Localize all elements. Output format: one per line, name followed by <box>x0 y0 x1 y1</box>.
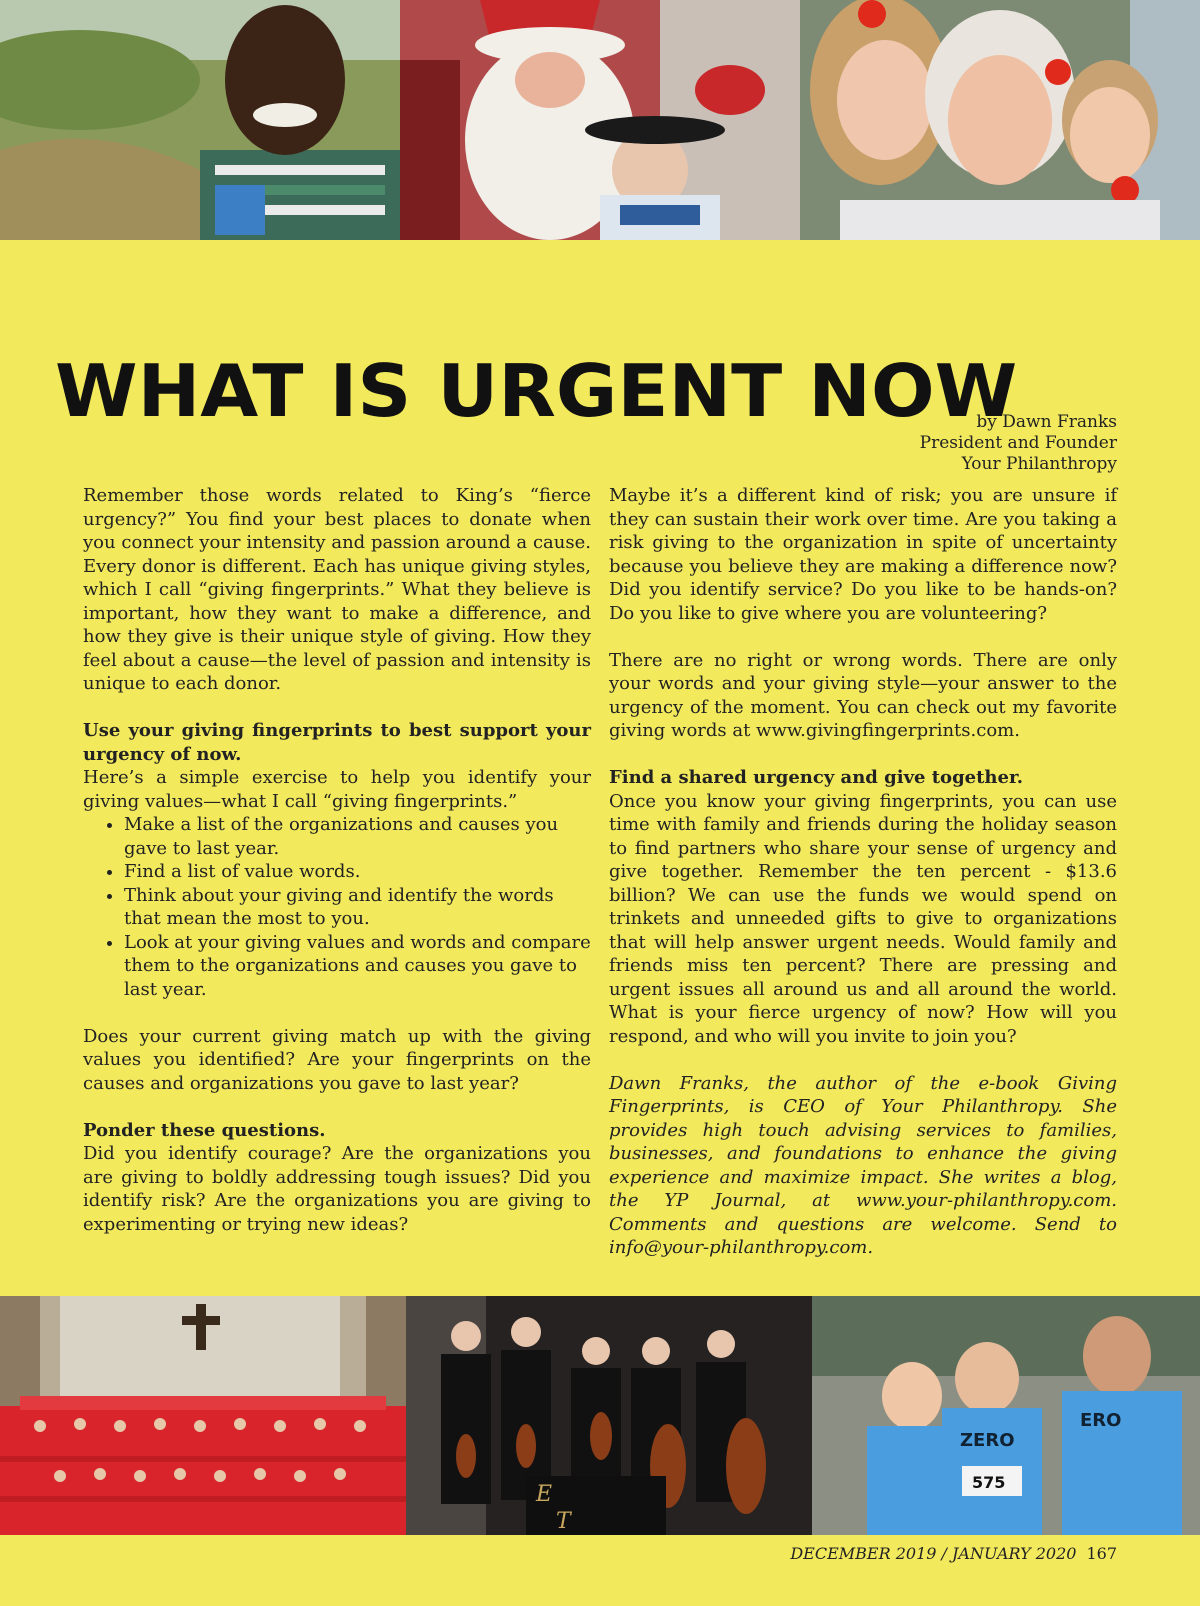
photo-charity-walk-runners <box>812 1296 1200 1535</box>
match-paragraph: Does your current giving match up with the giving values you identified? Are your fingerprints on the causes and organizations you gave to last year? <box>83 1025 591 1094</box>
page-footer <box>790 1544 1117 1563</box>
left-column <box>83 484 591 1260</box>
list-item: • Think about your giving and identify the words that mean the most to you. <box>124 884 591 931</box>
race-bib-number: 575 <box>972 1473 1006 1492</box>
section-heading-shared <box>609 766 1117 790</box>
page-number: 167 <box>1086 1544 1117 1563</box>
exercise-paragraph: Here’s a simple exercise to help you identify your giving values—what I call “giving fingerprints.” <box>83 767 591 812</box>
subheading: Use your giving fingerprints to best support your urgency of now. <box>83 720 591 765</box>
exercise-list <box>83 813 591 1001</box>
list-item: • Make a list of the organizations and causes you gave to last year. <box>124 813 591 860</box>
article-title: WHAT IS URGENT NOW <box>55 349 1018 433</box>
questions-paragraph: Did you identify courage? Are the organizations you are giving to boldly addressing tough issues? Did you identify risk? Are the organizations you are giving to experimenting or trying new ideas? <box>83 1143 591 1235</box>
photo-smiling-boy <box>0 0 400 240</box>
author-bio: Dawn Franks, the author of the e-book Giving Fingerprints, is CEO of Your Philanthropy. She provides high touch advising services to families, businesses, and foundations to enhance the giving experience and maximize impact. She writes a blog, the YP Journal, at www.your-philanthropy.com. Comments and questions are welcome. Send to info@your-philanthropy.com. <box>609 1072 1117 1258</box>
list-item: • Look at your giving values and words and compare them to the organizations and causes you gave to last year. <box>124 931 591 1002</box>
top-photo-strip <box>0 0 1200 240</box>
photo-grandmother-and-children <box>800 0 1200 240</box>
subheading: Ponder these questions. <box>83 1119 326 1141</box>
svg-text:ERO: ERO <box>1080 1410 1122 1431</box>
byline <box>920 412 1117 475</box>
list-item: • Find a list of value words. <box>124 860 591 884</box>
issue-date: DECEMBER 2019 / JANUARY 2020 <box>790 1544 1077 1563</box>
section-heading-fingerprints <box>83 719 591 766</box>
byline-author: by Dawn Franks <box>976 412 1117 432</box>
photo-string-quartet <box>406 1296 812 1535</box>
byline-organization: Your Philanthropy <box>961 454 1117 474</box>
right-column <box>609 484 1117 1283</box>
together-paragraph: Once you know your giving fingerprints, you can use time with family and friends during the holiday season to find partners who share your sense of urgency and give together. Remember the ten percent - $13.6 billion? We can use the funds we would spend on trinkets and unneeded gifts to give to organizations that will help answer urgent needs. Would family and friends miss ten percent? There are pressing and urgent issues all around us and all around the world. What is your fierce urgency of now? How will you respond, and who will you invite to join you? <box>609 790 1117 1047</box>
bottom-photo-strip <box>0 1296 1200 1535</box>
subheading: Find a shared urgency and give together. <box>609 767 1024 788</box>
byline-role: President and Founder <box>919 433 1117 453</box>
svg-text:ZERO: ZERO <box>960 1430 1015 1451</box>
intro-paragraph: Remember those words related to King’s “fierce urgency?” You find your best places to donate when you connect your intensity and passion around a cause. Every donor is different. Each has unique giving styles, which I call “giving fingerprints.” What they believe is important, how they want to make a difference, and how they give is their unique style of giving. How they feel about a cause—the level of passion and intensity is unique to each donor. <box>83 485 591 694</box>
section-heading-ponder <box>83 1119 591 1143</box>
words-paragraph: There are no right or wrong words. There are only your words and your giving style—your answer to the urgency of the moment. You can check out my favorite giving words at www.givingfingerprints.com. <box>609 649 1117 741</box>
svg-text:E: E <box>536 1482 553 1507</box>
photo-santa-and-friend <box>400 0 800 240</box>
photo-graduates-choir <box>0 1296 406 1535</box>
svg-text:T: T <box>556 1509 571 1534</box>
risk-paragraph: Maybe it’s a different kind of risk; you are unsure if they can sustain their work over time. Are you taking a risk giving to the organization in spite of uncertainty because you believe they are making a difference now? Did you identify service? Do you like to be hands-on? Do you like to give where you are volunteering? <box>609 485 1117 624</box>
